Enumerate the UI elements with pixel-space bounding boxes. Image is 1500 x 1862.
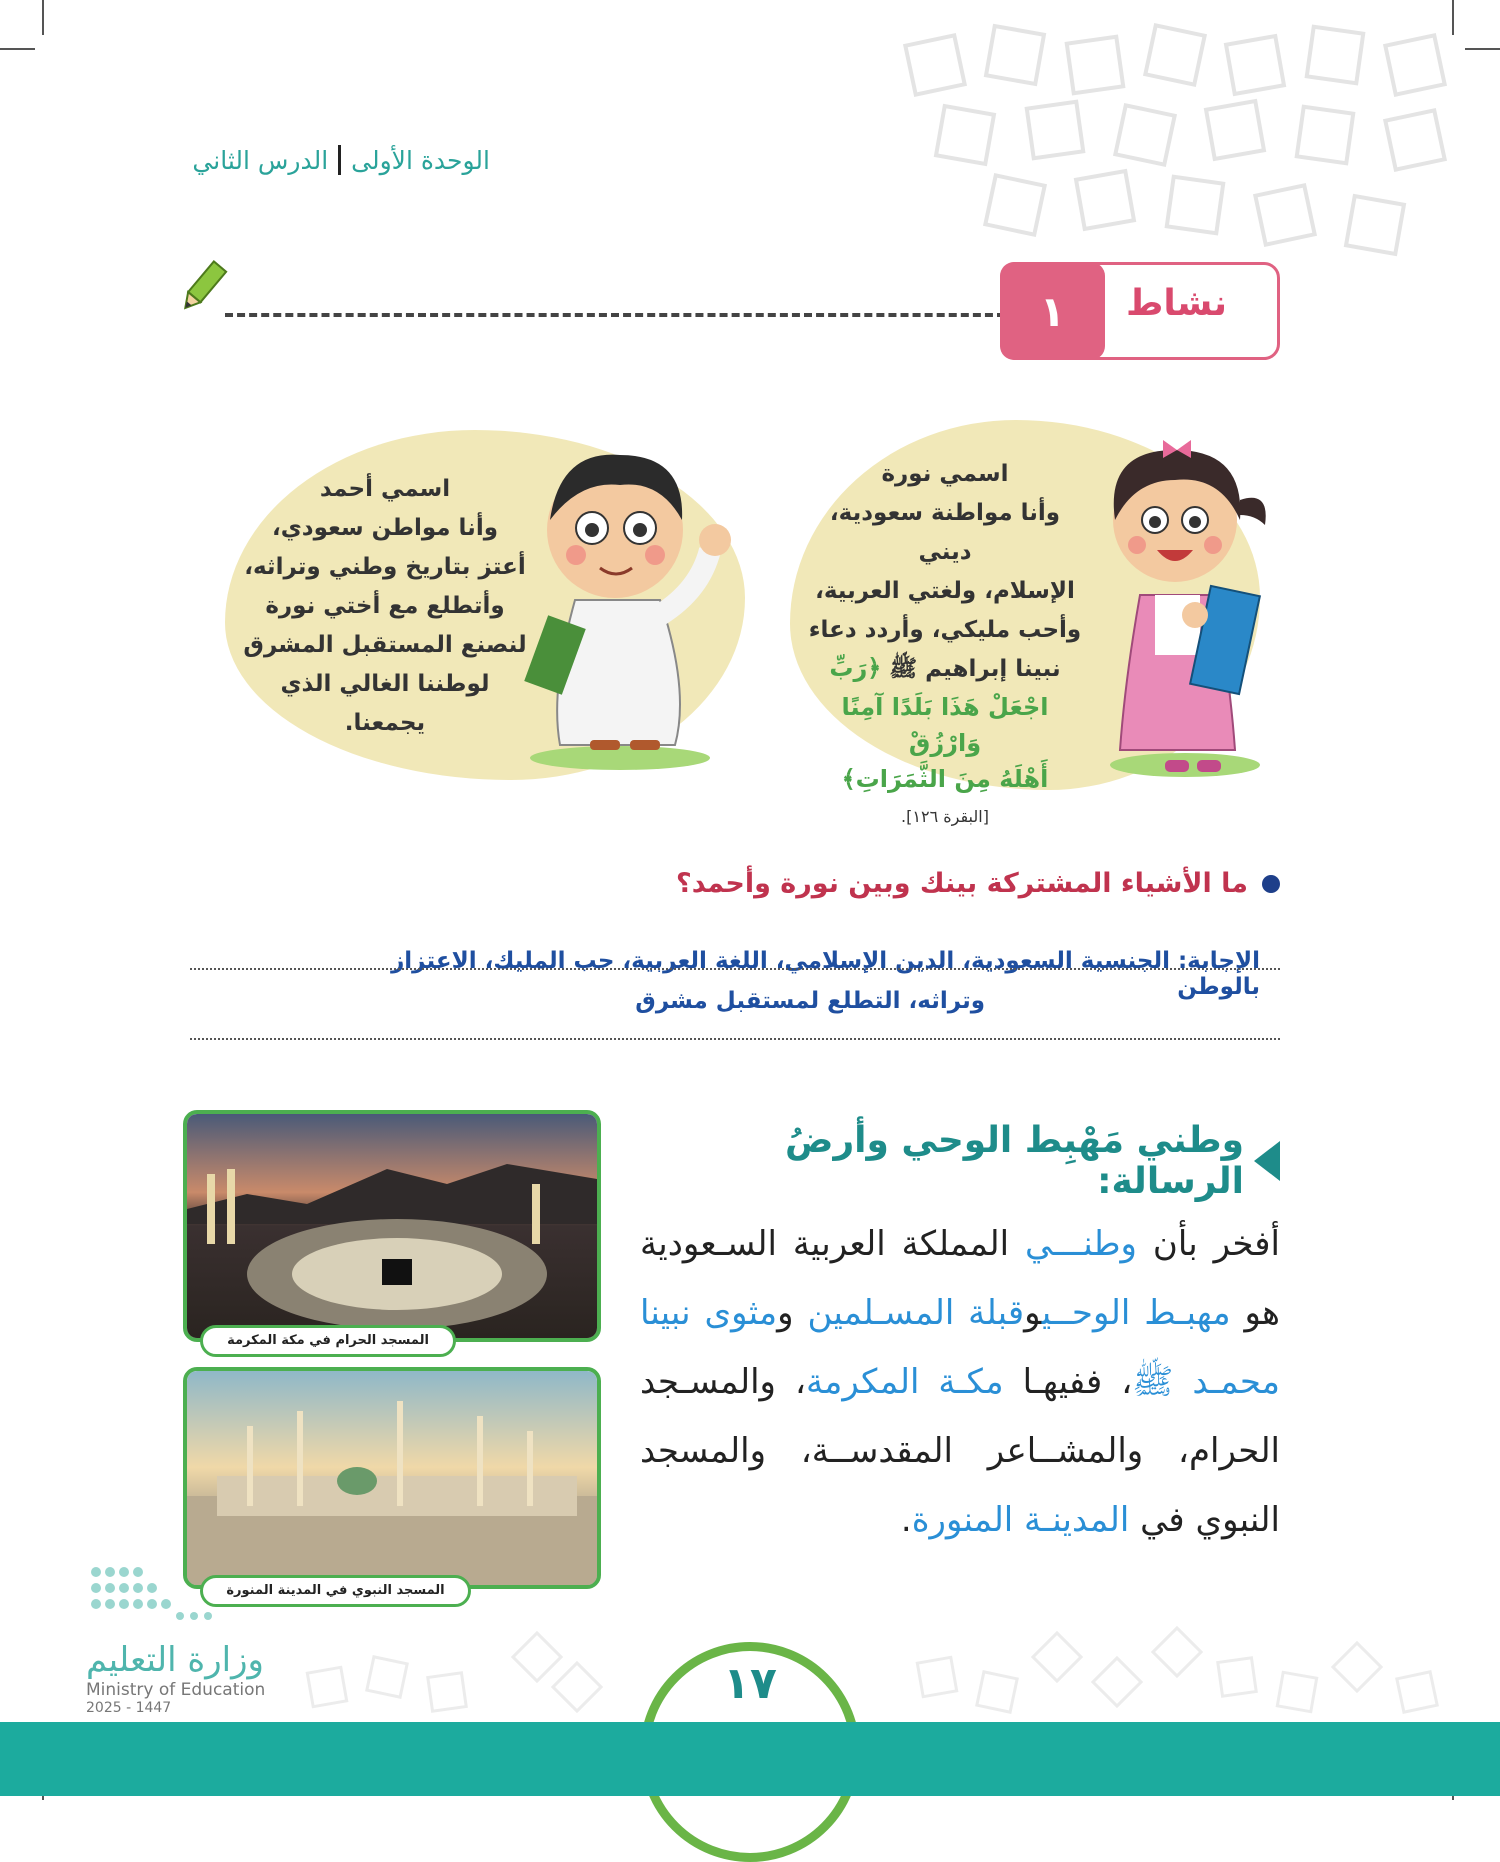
madinah-photo <box>183 1367 601 1589</box>
crop-mark <box>0 48 35 50</box>
noura-line: وأنا مواطنة سعودية، ديني <box>829 500 1061 565</box>
quran-verse: اجْعَلْ هَذَا بَلَدًا آمِنًا وَارْزُقْ <box>841 693 1049 757</box>
makkah-photo-image <box>187 1114 597 1338</box>
makkah-caption: المسجد الحرام في مكة المكرمة <box>200 1325 456 1357</box>
paragraph-text: المملكة العربية السـعودية هو <box>640 1224 1280 1333</box>
madinah-caption: المسجد النبوي في المدينة المنورة <box>200 1575 471 1607</box>
ahmed-line: لنصنع المستقبل المشرق <box>243 632 527 658</box>
ministry-name-ar: وزارة التعليم <box>86 1640 264 1680</box>
answer-line-2: وتراثه، التطلع لمستقبل مشرق <box>635 988 985 1014</box>
ahmed-line: وأنا مواطن سعودي، <box>271 515 498 541</box>
unit-label: الوحدة الأولى <box>351 145 490 175</box>
noura-illustration <box>1095 420 1275 780</box>
bullet-icon <box>1262 875 1280 893</box>
answer-dotted-line <box>190 968 1280 970</box>
paragraph-text: ، ففيهـا <box>1003 1362 1133 1402</box>
crop-mark <box>42 0 44 35</box>
footer-band <box>0 1722 1500 1796</box>
header-divider <box>338 145 341 175</box>
quran-verse: أَهْلَهُ مِنَ الثَّمَرَاتِ﴾ <box>841 765 1049 793</box>
question <box>380 868 1280 899</box>
makkah-photo <box>183 1110 601 1342</box>
paragraph-text: أفخر بأن <box>1136 1224 1281 1264</box>
lesson-label: الدرس الثاني <box>192 145 329 175</box>
paragraph-text: و <box>1024 1293 1042 1333</box>
ahmed-line: يجمعنا. <box>344 710 426 736</box>
chevron-left-icon <box>1254 1141 1280 1181</box>
decorative-pattern <box>880 0 1480 300</box>
paragraph-text: . <box>900 1500 912 1540</box>
section-heading <box>720 1120 1280 1202</box>
verse-reference: [البقرة ١٢٦]. <box>901 807 989 826</box>
pencil-icon <box>172 258 232 318</box>
activity-number: ١ <box>1000 262 1105 360</box>
ahmed-line: أعتز بتاريخ وطني وتراثه، <box>244 554 526 580</box>
answer-dotted-line <box>190 1038 1280 1040</box>
section-title: وطني مَهْبِط الوحي وأرضُ الرسالة: <box>785 1120 1244 1202</box>
ministry-logo-icon <box>86 1560 266 1630</box>
section-paragraph <box>640 1210 1280 1555</box>
unit-lesson-header <box>170 140 490 180</box>
activity-label: نشاط <box>1125 283 1227 324</box>
ahmed-speech-text <box>240 470 530 743</box>
noura-speech-text <box>805 455 1085 836</box>
question-text: ما الأشياء المشتركة بينك وبين نورة وأحمد؟ <box>676 868 1248 899</box>
highlight-term: مثوى نبينا محمـد ﷺ <box>640 1293 1280 1402</box>
page-number: ١٧ <box>723 1658 777 1709</box>
noura-line <box>805 650 1085 689</box>
noura-line: الإسلام، ولغتي العربية، <box>815 578 1075 604</box>
dashed-divider <box>225 313 1005 317</box>
noura-line-5: نبينا إبراهيم ﷺ <box>889 656 1061 682</box>
noura-line: اسمي نورة <box>881 461 1009 487</box>
ahmed-line: وأتطلع مع أختي نورة <box>265 593 505 619</box>
highlight-term: قبلة المسـلمين <box>807 1293 1025 1333</box>
highlight-term: المدينـة المنورة <box>911 1500 1130 1540</box>
ahmed-line: اسمي أحمد <box>319 476 451 502</box>
paragraph-text: و <box>777 1293 808 1333</box>
highlight-term: وطنـــي <box>1024 1224 1137 1264</box>
noura-line: وأحب مليكي، وأردد دعاء <box>808 617 1082 643</box>
decorative-pattern <box>300 1620 1460 1720</box>
madinah-photo-image <box>187 1371 597 1585</box>
edition-year: 2025 - 1447 <box>86 1700 172 1716</box>
answer-line-1: الإجابة: الجنسية السعودية، الدين الإسلامي، اللغة العربية، حب المليك، الاعتزاز بالوطن <box>391 948 1260 1000</box>
ahmed-line: لوطننا الغالي الذي <box>280 671 490 697</box>
quran-verse-start: ﴿رَبِّ <box>829 654 882 682</box>
ahmed-illustration <box>510 440 740 770</box>
paragraph-text: ، والمسـجد الحرام، والمشــاعر المقدســة، والمسجد النبوي في <box>640 1362 1280 1540</box>
highlight-term: مكـة المكرمة <box>805 1362 1004 1402</box>
highlight-term: مهبـط الوحــي <box>1041 1293 1231 1333</box>
activity-box <box>1000 262 1280 360</box>
ministry-name-en: Ministry of Education <box>86 1680 266 1700</box>
